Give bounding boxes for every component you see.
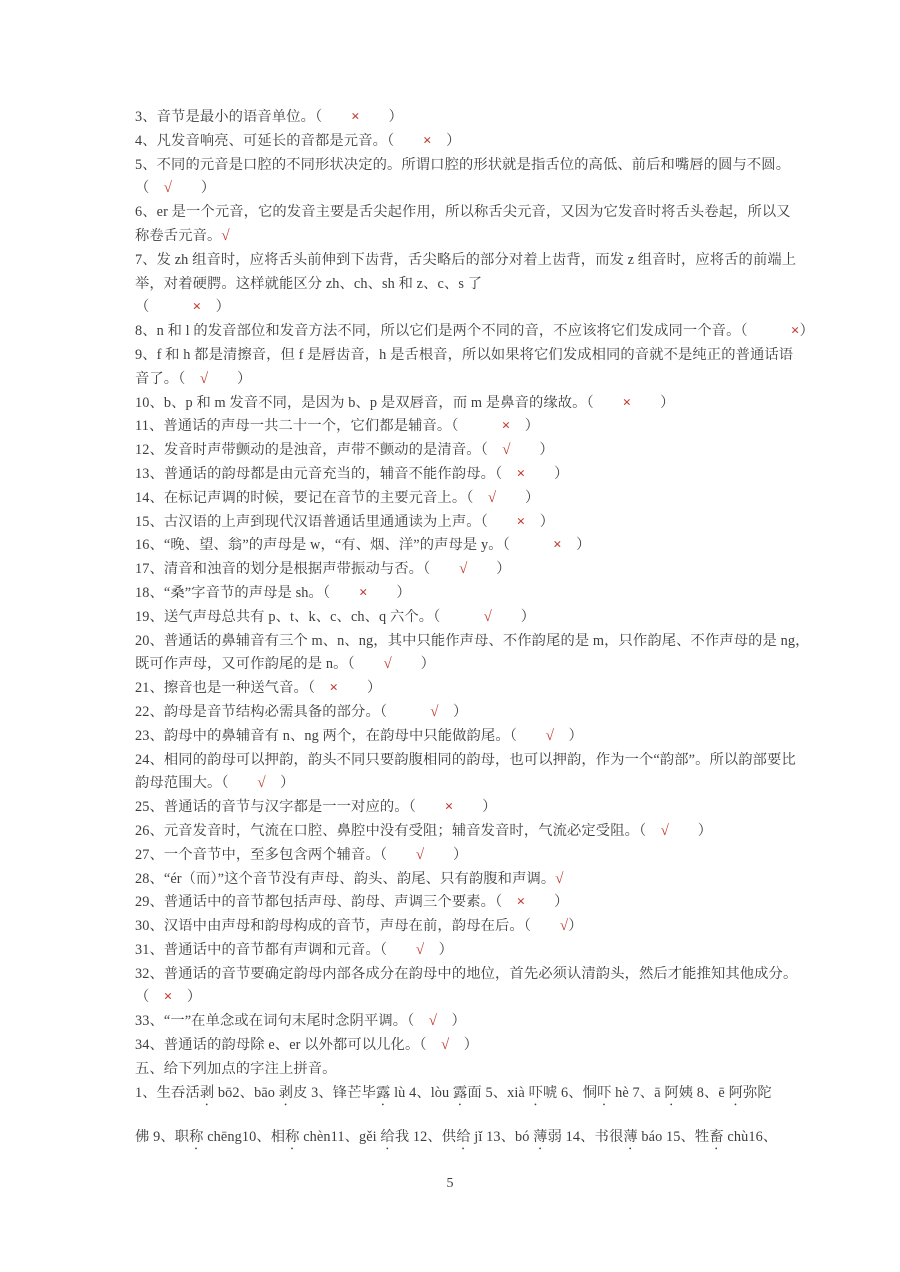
check-answer-mark: √ bbox=[502, 442, 511, 459]
document-line bbox=[135, 534, 795, 558]
document-line bbox=[135, 1034, 795, 1058]
document-line bbox=[135, 177, 795, 201]
line-text: ） bbox=[437, 1013, 466, 1030]
line-text: ） bbox=[438, 703, 468, 720]
document-line bbox=[135, 891, 795, 915]
line-text: chēng10、相 bbox=[203, 1128, 286, 1145]
line-text: ） bbox=[424, 941, 454, 958]
check-answer-mark: √ bbox=[221, 227, 230, 244]
line-text: ） bbox=[631, 394, 675, 411]
wrong-answer-mark: × bbox=[351, 109, 360, 125]
line-text: ） bbox=[449, 1037, 479, 1054]
line-text: báo 15、牲 bbox=[637, 1128, 710, 1145]
line-text: ） bbox=[467, 561, 511, 578]
line-text: ） bbox=[554, 727, 583, 744]
document-line bbox=[135, 439, 795, 463]
document-line bbox=[135, 320, 814, 344]
line-text: 18、“桑”字音节的声母是 sh。（ bbox=[135, 584, 359, 601]
check-answer-mark: √ bbox=[555, 870, 564, 887]
line-text: ） bbox=[201, 299, 231, 316]
line-text: 6、er 是一个元音，它的发音主要是舌尖起作用，所以称舌尖元音，又因为它发音时将舌头卷起，所以又 bbox=[135, 204, 791, 221]
line-text: 4、凡发音响亮、可延长的音都是元音。（ bbox=[135, 132, 424, 149]
emphasized-character: 阿 bbox=[728, 1084, 743, 1101]
line-text: 24、相同的韵母可以押韵，韵头不同只要韵腹相同的韵母，也可以押韵，作为一个“韵部”。所以韵部要比 bbox=[135, 751, 796, 768]
document-line bbox=[135, 606, 795, 630]
line-text: ） bbox=[431, 132, 461, 149]
line-text: ） bbox=[208, 370, 252, 387]
document-line bbox=[135, 796, 795, 820]
line-text: 9、f 和 h 都是清擦音，但 f 是唇齿音，h 是舌根音，所以如果将它们发成相同的音就不是纯正的普通话语 bbox=[135, 346, 794, 363]
wrong-answer-mark: × bbox=[423, 132, 432, 149]
check-answer-mark: √ bbox=[163, 180, 173, 197]
line-text: ） bbox=[338, 680, 382, 697]
document-line bbox=[135, 130, 795, 154]
line-text: ） bbox=[525, 465, 569, 482]
document-line bbox=[135, 344, 795, 368]
document-line bbox=[135, 820, 795, 844]
line-text: 韵母范围大。（ bbox=[135, 775, 258, 792]
line-text: ） bbox=[525, 894, 569, 911]
line-text: 5、不同的元音是口腔的不同形状决定的。所谓口腔的形状就是指舌位的高低、前后和嘴唇的圆与不圆。 bbox=[135, 156, 791, 173]
line-text: 21、擦音也是一种送气音。（ bbox=[135, 680, 330, 697]
line-text: lù 4、lòu bbox=[390, 1084, 453, 1101]
line-text: 27、一个音节中，至多包含两个辅音。（ bbox=[135, 846, 416, 863]
line-text: 音了。（ bbox=[135, 370, 200, 387]
wrong-answer-mark: × bbox=[358, 584, 368, 601]
document-line bbox=[135, 296, 795, 320]
wrong-answer-mark: × bbox=[516, 513, 526, 530]
document-line bbox=[135, 963, 798, 987]
document-line bbox=[135, 1010, 795, 1034]
line-text: 面 5、xià bbox=[467, 1084, 529, 1101]
line-text: （ bbox=[135, 180, 164, 197]
document-line bbox=[135, 415, 795, 439]
document-line bbox=[135, 201, 795, 225]
document-line bbox=[135, 701, 795, 725]
line-text: 16、“晚、望、翁”的声母是 w，“有、烟、洋”的声母是 y。（ bbox=[135, 537, 554, 554]
document-line bbox=[135, 225, 795, 249]
line-text: chù16、 bbox=[723, 1128, 778, 1145]
wrong-answer-mark: × bbox=[192, 299, 202, 316]
line-text: chèn11、gěi bbox=[299, 1128, 381, 1145]
line-text: 称卷舌元音。 bbox=[135, 227, 222, 244]
line-text: 15、古汉语的上声到现代汉语普通话里通通读为上声。（ bbox=[135, 513, 517, 530]
document-line bbox=[135, 154, 795, 178]
check-answer-mark: √ bbox=[487, 489, 497, 506]
check-answer-mark: √ bbox=[430, 703, 439, 720]
check-answer-mark: √ bbox=[257, 775, 266, 792]
emphasized-character: 剥 bbox=[199, 1084, 215, 1101]
line-text: ） bbox=[359, 109, 403, 125]
line-text: 25、普通话的音节与汉字都是一一对应的。（ bbox=[135, 799, 445, 816]
line-text: 29、普通话中的音节都包括声母、韵母、声调三个要素。（ bbox=[135, 894, 517, 911]
line-text: ） bbox=[265, 775, 295, 792]
document-line bbox=[135, 368, 795, 392]
line-text: 弥陀 bbox=[742, 1084, 772, 1101]
document-line bbox=[135, 463, 795, 487]
document-line bbox=[135, 868, 795, 892]
wrong-answer-mark: × bbox=[553, 537, 562, 554]
line-text: 30、汉语中由声母和韵母构成的音节，声母在前，韵母在后。（ bbox=[135, 918, 560, 935]
line-text: 弱 14、书很 bbox=[547, 1128, 624, 1145]
emphasized-character: 给 bbox=[456, 1128, 471, 1145]
page-number: 5 bbox=[446, 1176, 454, 1191]
check-answer-mark: √ bbox=[199, 370, 209, 387]
document-line bbox=[135, 915, 795, 939]
document-line bbox=[135, 1082, 795, 1109]
line-text: 12、发音时声带颤动的是浊音，声带不颤动的是清音。（ bbox=[135, 442, 503, 459]
line-text: ） bbox=[453, 799, 497, 816]
emphasized-character: 阿 bbox=[664, 1084, 679, 1101]
line-text: hè 7、ā bbox=[611, 1084, 665, 1101]
line-text: 32、普通话的音节要确定韵母内部各成分在韵母中的地位，首先必须认清韵头，然后才能推知其他成分。 bbox=[135, 965, 798, 982]
line-text: jǐ 13、bó bbox=[470, 1128, 534, 1145]
wrong-answer-mark: × bbox=[163, 989, 173, 1006]
line-text: ） bbox=[799, 323, 814, 340]
document-line bbox=[135, 106, 795, 130]
check-answer-mark: √ bbox=[459, 561, 468, 578]
line-text: 既可作声母，又可作韵尾的是 n。（ bbox=[135, 656, 384, 673]
line-text: 唬 6、恫 bbox=[542, 1084, 598, 1101]
wrong-answer-mark: × bbox=[516, 465, 526, 482]
document-line bbox=[135, 677, 795, 701]
line-text: 26、元音发音时，气流在口腔、鼻腔中没有受阻；辅音发音时，气流必定受阻。（ bbox=[135, 822, 661, 839]
line-text: 3、音节是最小的语音单位。（ bbox=[135, 109, 352, 125]
check-answer-mark: √ bbox=[428, 1013, 438, 1030]
document-body bbox=[135, 106, 814, 1153]
line-text: 1、生吞活 bbox=[135, 1084, 200, 1101]
check-answer-mark: √ bbox=[545, 727, 555, 744]
document-line bbox=[135, 273, 795, 297]
line-text: 28、“ér（而）”这个音节没有声母、韵头、韵尾、只有韵腹和声调。 bbox=[135, 870, 556, 887]
line-text: 皮 3、锋芒毕 bbox=[293, 1084, 377, 1101]
document-line bbox=[135, 772, 795, 796]
emphasized-character: 剥 bbox=[278, 1084, 294, 1101]
document-line bbox=[135, 392, 795, 416]
line-text: 7、发 zh 组音时，应将舌头前伸到下齿背，舌尖略后的部分对着上齿背，而发 z 组音时，应将舌的前端上 bbox=[135, 251, 797, 268]
line-text: 23、韵母中的鼻辅音有 n、ng 两个，在韵母中只能做韵尾。（ bbox=[135, 727, 546, 744]
check-answer-mark: √ bbox=[383, 656, 392, 673]
document-line bbox=[135, 986, 795, 1010]
document-line bbox=[135, 939, 795, 963]
line-text: ） bbox=[510, 442, 554, 459]
line-text: 举，对着硬腭。这样就能区分 zh、ch、sh 和 z、c、s 了 bbox=[135, 275, 483, 292]
emphasized-character: 露 bbox=[452, 1084, 468, 1101]
wrong-answer-mark: × bbox=[622, 394, 632, 411]
document-line bbox=[135, 725, 795, 749]
document-line bbox=[135, 749, 795, 773]
line-text: ） bbox=[491, 608, 536, 625]
emphasized-character: 给 bbox=[380, 1128, 395, 1145]
emphasized-character: 称 bbox=[189, 1128, 204, 1145]
check-answer-mark: √ bbox=[660, 822, 669, 839]
line-text: 31、普通话中的音节都有声调和元音。（ bbox=[135, 941, 416, 958]
emphasized-character: 吓 bbox=[597, 1084, 612, 1101]
line-text: 姨 8、ē bbox=[678, 1084, 729, 1101]
emphasized-character: 称 bbox=[285, 1128, 300, 1145]
emphasized-character: 吓 bbox=[528, 1084, 543, 1101]
check-answer-mark: √ bbox=[483, 608, 492, 625]
emphasized-character: 畜 bbox=[709, 1128, 724, 1145]
line-text: 19、送气声母总共有 p、t、k、c、ch、q 六个。（ bbox=[135, 608, 484, 625]
line-text: ） bbox=[424, 846, 468, 863]
document-line bbox=[135, 653, 795, 677]
line-text: 佛 9、职 bbox=[135, 1128, 190, 1145]
line-text: （ bbox=[135, 989, 164, 1006]
line-text: ） bbox=[172, 989, 202, 1006]
document-line bbox=[135, 844, 795, 868]
wrong-answer-mark: × bbox=[516, 894, 526, 911]
document-line bbox=[135, 582, 795, 606]
line-text: 我 12、供 bbox=[394, 1128, 457, 1145]
wrong-answer-mark: × bbox=[329, 680, 339, 697]
document-line bbox=[135, 511, 795, 535]
line-text: 34、普通话的韵母除 e、er 以外都可以儿化。（ bbox=[135, 1037, 441, 1054]
document-line bbox=[135, 249, 795, 273]
line-text: ） bbox=[391, 656, 436, 673]
document-line bbox=[135, 630, 810, 654]
line-text: 8、n 和 l 的发音部位和发音方法不同，所以它们是两个不同的音，不应该将它们发成同一个音。（ bbox=[135, 323, 791, 340]
line-text: 14、在标记声调的时候，要记在音节的主要元音上。（ bbox=[135, 489, 488, 506]
emphasized-character: 露 bbox=[376, 1084, 391, 1101]
document-line bbox=[135, 558, 795, 582]
line-text: ） bbox=[561, 537, 591, 554]
line-text: ） bbox=[668, 822, 713, 839]
check-answer-mark: √ bbox=[415, 846, 425, 863]
line-text: 11、普通话的声母一共二十一个，它们都是辅音。（ bbox=[135, 418, 502, 435]
line-text: 22、韵母是音节结构必需具备的部分。（ bbox=[135, 703, 431, 720]
wrong-answer-mark: × bbox=[444, 799, 454, 816]
wrong-answer-mark: × bbox=[790, 323, 800, 340]
document-line bbox=[135, 1058, 795, 1082]
document-line bbox=[135, 487, 795, 511]
line-text: ） bbox=[367, 584, 411, 601]
wrong-answer-mark: × bbox=[501, 418, 511, 435]
line-text: 10、b、p 和 m 发音不同，是因为 b、p 是双唇音，而 m 是鼻音的缘故。（ bbox=[135, 394, 623, 411]
check-answer-mark: √ bbox=[559, 918, 569, 935]
line-text: 20、普通话的鼻辅音有三个 m、n、ng，其中只能作声母、不作韵尾的是 m，只作韵尾、不作声母的是 ng， bbox=[135, 632, 810, 649]
line-text: （ bbox=[135, 299, 193, 316]
line-text: ） bbox=[568, 918, 583, 935]
line-text: ） bbox=[510, 418, 540, 435]
check-answer-mark: √ bbox=[415, 941, 425, 958]
line-text: ） bbox=[496, 489, 540, 506]
line-text: 五、给下列加点的字注上拼音。 bbox=[135, 1060, 337, 1077]
line-text: 13、普通话的韵母都是由元音充当的，辅音不能作韵母。（ bbox=[135, 465, 517, 482]
check-answer-mark: √ bbox=[441, 1037, 450, 1054]
line-text: ） bbox=[525, 513, 555, 530]
line-text: bō2、bāo bbox=[214, 1084, 279, 1101]
line-text: 33、“一”在单念或在词句末尾时念阴平调。（ bbox=[135, 1013, 429, 1030]
emphasized-character: 薄 bbox=[623, 1128, 638, 1145]
document-line bbox=[135, 1126, 795, 1153]
line-text: 17、清音和浊音的划分是根据声带振动与否。（ bbox=[135, 561, 460, 578]
emphasized-character: 薄 bbox=[533, 1128, 548, 1145]
line-text: ） bbox=[172, 180, 216, 197]
